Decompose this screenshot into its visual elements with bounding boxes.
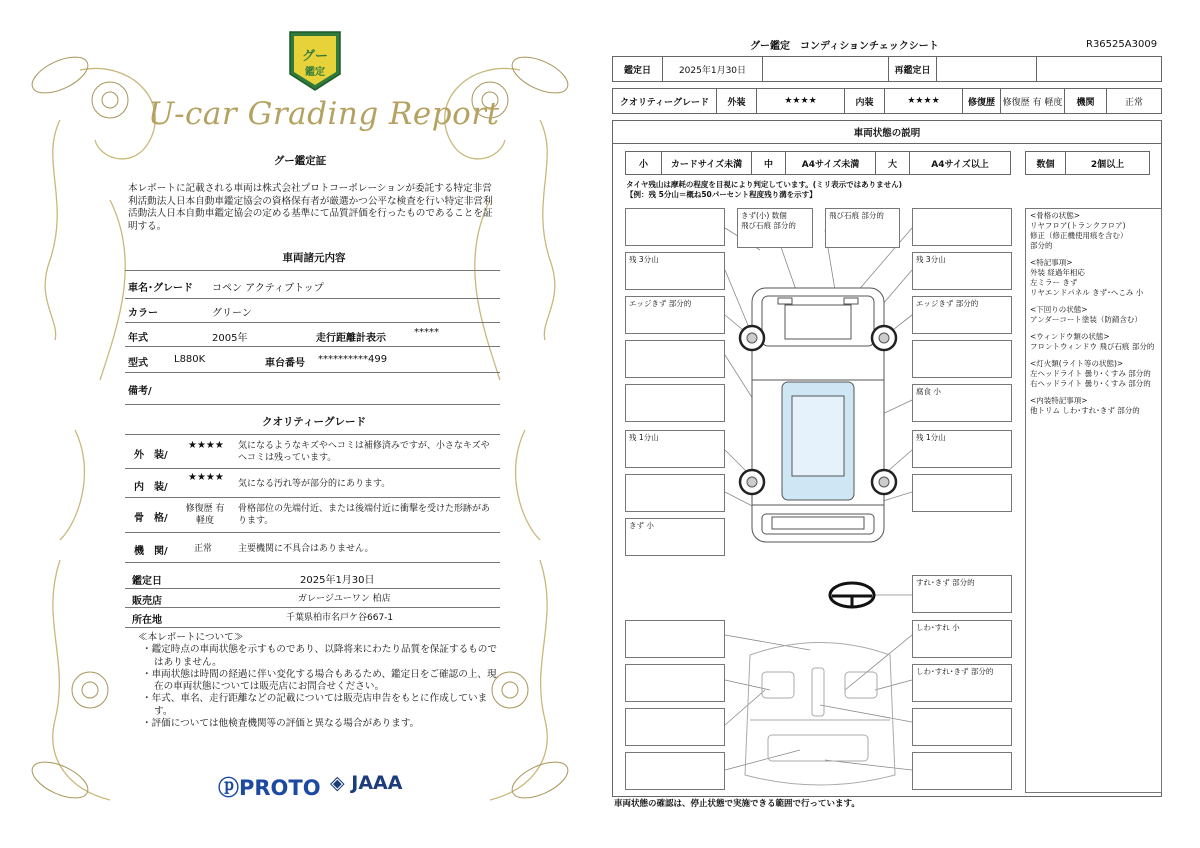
note-box (625, 620, 725, 658)
car-name-label: 車名･グレード (128, 283, 193, 294)
note-box (625, 474, 725, 512)
divider (125, 298, 500, 299)
note-box (625, 708, 725, 746)
condition-title: <ウィンドウ類の状態> (1030, 332, 1110, 341)
count-label: 数個 (1026, 152, 1066, 174)
int-label: 内装 (845, 89, 885, 113)
svg-text:鑑定: 鑑定 (305, 67, 325, 78)
condition-line: 部分的 (1030, 241, 1053, 250)
tire-note-line: タイヤ残山は摩耗の程度を目視により判定しています。(ミリ表示ではありません) (626, 180, 903, 189)
certificate-body: 本レポートに記載される車両は株式会社プロトコーポレーションが委託する特定非営利活動法人日本自動車鑑定協会の資格保有者が厳選かつ公平な検査を行い特定非営利活動法人日本自動車鑑定協会の定める基準にて品質評価を行ったものであることを証明する。 (128, 183, 493, 232)
chassis-label: 車台番号 (265, 358, 305, 369)
interior-text: 気になる汚れ等が部分的にあります。 (238, 479, 391, 489)
note-item: ・評価については他検査機関等の評価と異なる場合があります。 (142, 718, 420, 730)
engine-label: 機関 (1065, 89, 1107, 113)
divider (125, 322, 500, 323)
spec-heading: 車両諸元内容 (282, 252, 346, 264)
divider (125, 607, 500, 608)
divider (125, 468, 500, 469)
size-large-desc: A4サイズ以上 (931, 159, 989, 170)
divider (125, 372, 500, 373)
interior-label: 内 装/ (134, 482, 168, 493)
certificate-title: グー鑑定証 (273, 155, 327, 167)
model-label: 型式 (128, 358, 148, 369)
repair-value: 修復歴 有 軽度 (1001, 89, 1065, 113)
note-box (912, 208, 1012, 246)
jaaa-logo: ◈ JAAA (330, 772, 403, 794)
repair-label: 修復歴 (963, 89, 1001, 113)
divider (125, 434, 500, 435)
engine-grade: 正常 (194, 544, 213, 554)
jaaa-mark-icon: ◈ (330, 772, 345, 794)
frame-label: 骨 格/ (134, 513, 168, 524)
quality-label: クオリティーグレード (613, 89, 717, 113)
note-box (912, 474, 1012, 512)
note-item: ・車両状態は時間の経過に伴い変化する場合もあるため、鑑定日をご確認の上、現在の車両状態については販売店にお問合せください。 (142, 668, 497, 693)
goo-appraisal-badge-icon (286, 30, 344, 92)
size-large: 大 (876, 152, 910, 174)
size-small-desc: カードサイズ未満 (662, 152, 752, 174)
divider (125, 627, 500, 628)
divider (125, 346, 500, 347)
note-box-scratch-chips: きず(小) 数個 飛び石痕 部分的 (737, 208, 813, 248)
reinspect-label: 再鑑定日 (889, 57, 937, 81)
sheet-title: グー鑑定 コンディションチェックシート (750, 41, 939, 52)
mileage-value: ***** (414, 327, 439, 338)
condition-line: 外装 経過年相応 (1030, 268, 1085, 277)
frame-text: 骨格部位の先端付近、または後端付近に衝撃を受けた形跡があります。 (238, 504, 491, 526)
condition-group (1030, 332, 1157, 352)
note-item: ・年式、車名、走行距離などの記載については販売店申告をもとに作成しています。 (142, 693, 488, 717)
condition-group (1030, 305, 1157, 325)
note-box-right-rust: 腐食 小 (912, 384, 1012, 422)
divider (125, 497, 500, 498)
note-box-seat-1: しわ･すれ 小 (912, 620, 1012, 658)
condition-title: <内装特記事項> (1030, 396, 1088, 405)
note-box-left-rear-tire: 残 1分山 (625, 430, 725, 468)
interior-stars: ★★★★ (188, 472, 224, 483)
address-value: 千葉県柏市名戸ケ谷667-1 (286, 613, 394, 623)
note-box-right-front-tire: 残 3分山 (912, 252, 1012, 290)
color-value: グリーン (212, 308, 252, 319)
ext-stars: ★★★★ (757, 89, 845, 113)
svg-text:グー: グー (301, 49, 329, 64)
condition-line: 他トリム しわ･すれ･きず 部分的 (1030, 406, 1140, 415)
note-box-steering: すれ･きず 部分的 (912, 575, 1012, 613)
condition-line: リヤフロア(トランクフロア) (1030, 221, 1126, 230)
shop-value: ガレージユーワン 柏店 (298, 594, 391, 604)
condition-group (1030, 258, 1157, 298)
note-box-left-rear-scratch: きず 小 (625, 518, 725, 556)
note-box-chips: 飛び石痕 部分的 (825, 208, 900, 248)
remarks-label: 備考/ (128, 386, 152, 397)
note-box (912, 708, 1012, 746)
note-box (625, 752, 725, 790)
note-box (625, 340, 725, 378)
proto-mark-icon: ⓟ (218, 776, 239, 800)
car-name-value: コペン アクティブトップ (212, 283, 324, 294)
exterior-stars: ★★★★ (188, 440, 224, 451)
condition-line: リヤエンドパネル きず･へこみ 小 (1030, 288, 1144, 297)
exterior-text: 気になるようなキズやヘコミは補修済みですが、小さなキズやヘコミは残っています。 (238, 441, 490, 463)
year-value: 2005年 (212, 333, 248, 344)
tire-note-line: 【例：残 5分山＝概ね50パーセント程度残り溝を示す】 (626, 190, 817, 199)
model-value: L880K (174, 354, 206, 365)
note-box-left-edge: エッジきず 部分的 (625, 296, 725, 334)
condition-group (1030, 359, 1157, 389)
note-box-right-rear-tire: 残 1分山 (912, 430, 1012, 468)
note-box (912, 340, 1012, 378)
status-heading: 車両状態の説明 (612, 120, 1162, 144)
frame-grade: 修復歴 有 軽度 (185, 504, 225, 526)
divider (125, 404, 500, 405)
size-mid: 中 (752, 152, 786, 174)
date-value: 2025年1月30日 (663, 57, 763, 81)
report-notes (138, 632, 498, 730)
appraisal-date-label: 鑑定日 (132, 576, 162, 587)
document-number: R36525A3009 (1086, 39, 1158, 50)
color-label: カラー (128, 308, 158, 319)
condition-title: <特記事項> (1030, 258, 1073, 267)
report-script-title: U-car Grading Report (148, 96, 500, 132)
date-label: 鑑定日 (613, 57, 663, 81)
condition-check-sheet (600, 0, 1200, 848)
note-box (912, 752, 1012, 790)
divider (125, 270, 500, 271)
quality-heading: クオリティーグレード (262, 416, 366, 428)
sheet-footer: 車両状態の確認は、停止状態で実施できる範囲で行っています。 (614, 799, 860, 809)
engine-value: 正常 (1124, 97, 1143, 108)
appraisal-date-value: 2025年1月30日 (300, 575, 375, 586)
condition-line: フロントウィンドウ 飛び石痕 部分的 (1030, 342, 1155, 351)
notes-title: ≪本レポートについて≫ (138, 632, 244, 643)
condition-group (1030, 211, 1157, 251)
int-stars: ★★★★ (885, 89, 963, 113)
size-small: 小 (626, 152, 662, 174)
condition-line: アンダーコート塗装（防錆含む） (1030, 315, 1142, 324)
note-box (625, 664, 725, 702)
condition-line: 修正（修正機使用痕を含む） (1030, 231, 1128, 240)
condition-group (1030, 396, 1157, 416)
shop-label: 販売店 (132, 596, 162, 607)
condition-title: <骨格の状態> (1030, 211, 1081, 220)
proto-logo: ⓟPROTO (218, 776, 321, 800)
chassis-value: **********499 (318, 354, 388, 365)
note-box (625, 208, 725, 246)
note-box-left-front-tire: 残 3分山 (625, 252, 725, 290)
engine-text: 主要機関に不具合はありません。 (238, 544, 374, 554)
exterior-label: 外 装/ (134, 450, 168, 461)
divider (125, 588, 500, 589)
divider (125, 532, 500, 533)
mileage-label: 走行距離計表示 (316, 333, 386, 344)
count-desc: 2個以上 (1090, 159, 1125, 170)
condition-line: 左ヘッドライト 曇り･くすみ 部分的 (1030, 369, 1151, 378)
condition-title: <灯火類(ライト等の状態)> (1030, 359, 1124, 368)
note-box (625, 384, 725, 422)
note-box-seat-2: しわ･すれ･きず 部分的 (912, 664, 1012, 702)
year-label: 年式 (128, 333, 148, 344)
condition-title: <下回りの状態> (1030, 305, 1088, 314)
note-box-right-edge: エッジきず 部分的 (912, 296, 1012, 334)
condition-notes (1025, 208, 1162, 793)
ext-label: 外装 (717, 89, 757, 113)
address-label: 所在地 (132, 615, 162, 626)
condition-line: 左ミラー きず (1030, 278, 1078, 287)
divider (125, 562, 500, 563)
note-item: ・鑑定時点の車両状態を示すものであり、以降将来にわたり品質を保証するものではありません。 (142, 644, 497, 668)
size-mid-desc: A4サイズ未満 (786, 152, 876, 174)
engine-label: 機 関/ (134, 546, 168, 557)
condition-line: 右ヘッドライト 曇り･くすみ 部分的 (1030, 379, 1151, 388)
